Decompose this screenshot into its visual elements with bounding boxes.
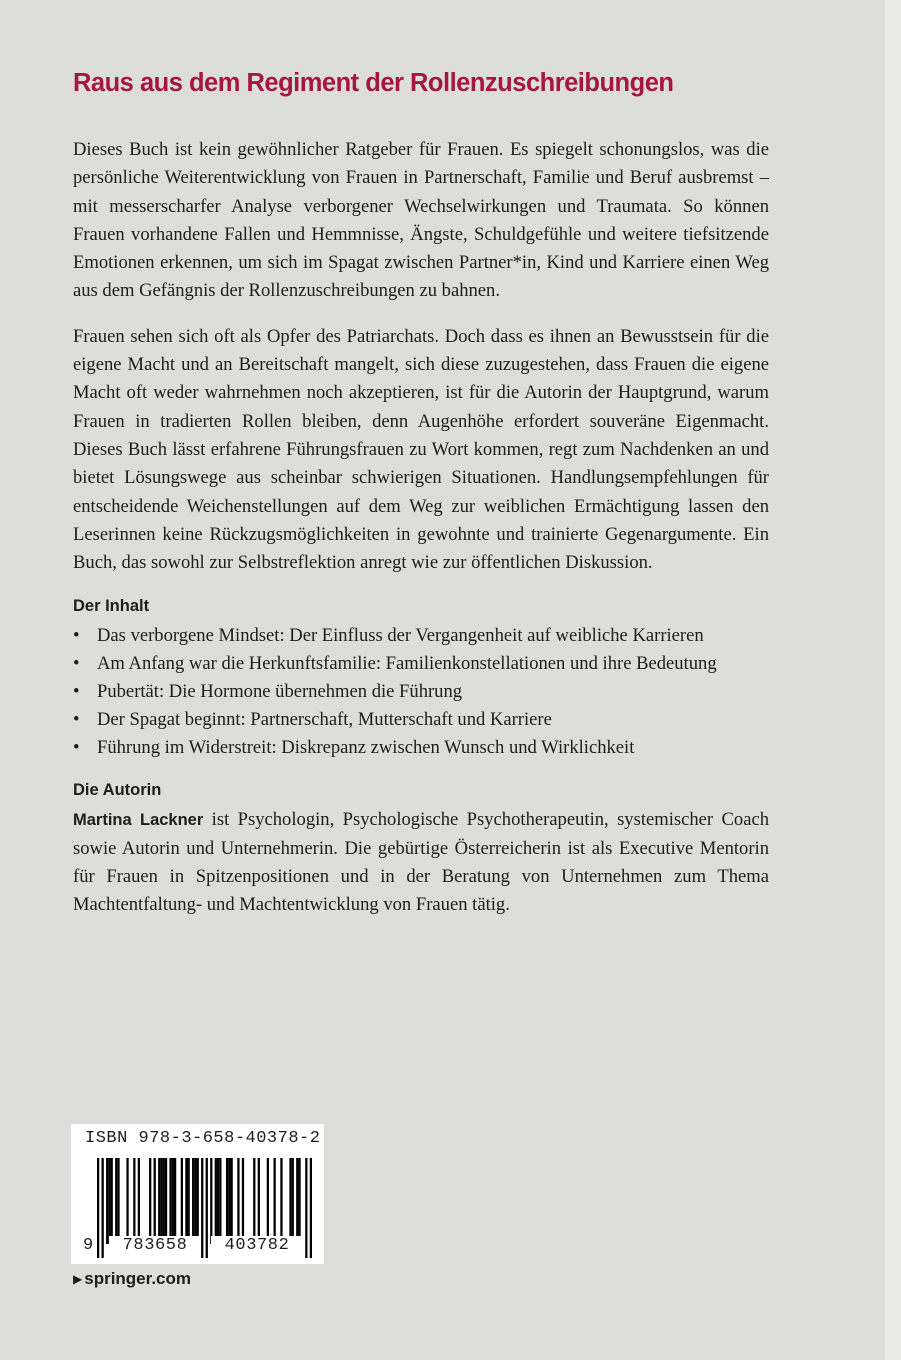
cover-title: Raus aus dem Regiment der Rollenzuschreibungen [73,69,674,97]
barcode-bar [206,1158,208,1258]
bullet-icon: • [73,709,80,731]
barcode-bar [280,1158,282,1244]
author-name: Martina Lackner [73,811,204,830]
barcode-bar [126,1158,128,1244]
author-heading: Die Autorin [73,781,162,800]
barcode-bar [172,1158,174,1244]
barcode-bar [181,1158,183,1244]
barcode-bar [201,1158,203,1258]
barcode-bar [310,1158,312,1258]
barcode-right-digits: 403782 [211,1236,303,1255]
barcode-bar [192,1158,194,1244]
barcode-bar [210,1158,212,1244]
barcode-bar [194,1158,196,1244]
bullet-icon: • [73,625,80,647]
barcode-left-digits: 783658 [109,1236,201,1255]
barcode-bar [149,1158,151,1244]
barcode-bar [217,1158,219,1244]
publisher-url: springer.com [84,1269,191,1288]
barcode-bar [267,1158,269,1244]
list-item: • Der Spagat beginnt: Partnerschaft, Mutterschaft und Karriere [73,706,769,734]
list-item: • Am Anfang war die Herkunftsfamilie: Familienkonstellationen und ihre Bedeutung [73,650,769,678]
barcode-bar [117,1158,119,1244]
bullet-icon: • [73,681,80,703]
barcode-bar [188,1158,190,1244]
barcode-bar [274,1158,276,1244]
barcode-bar [165,1158,167,1244]
barcode-first-digit: 9 [83,1236,94,1255]
barcode-bar [106,1158,108,1244]
barcode-bar [115,1158,117,1244]
barcode-bar [215,1158,217,1244]
barcode-bar [292,1158,294,1244]
barcode-bar [242,1158,244,1244]
spine-edge [885,0,901,1360]
barcode-bar [160,1158,162,1244]
contents-heading: Der Inhalt [73,597,150,616]
barcode-bar [296,1158,298,1244]
barcode-bar [298,1158,300,1244]
intro-paragraph: Dieses Buch ist kein gewöhnlicher Ratgeber für Frauen. Es spiegelt schonungslos, was die persönliche Weiterentwicklung von Frauen in Partnerschaft, Familie und Beruf ausbremst – mit messerscharfer Analyse verborgener Wechselwirkungen und Traumata. So können Frauen vorhandene Fallen und Hemmnisse, Ängste, Schuldgefühle und weitere tiefsitzende Emotionen erkennen, um sich im Spagat zwischen Partner*in, Kind und Karriere einen Weg aus dem Gefängnis der Rollenzuschreibungen zu bahnen. [73,139,769,302]
barcode-bar [219,1158,221,1244]
barcode-bar [258,1158,260,1244]
barcode-bar [169,1158,171,1244]
list-item: • Pubertät: Die Hormone übernehmen die Führung [73,678,769,706]
barcode-bar [97,1158,99,1258]
isbn-label: ISBN 978-3-658-40378-2 [85,1129,321,1148]
barcode-bar [158,1158,160,1244]
barcode-bar [111,1158,113,1244]
author-bio: Martina Lackner ist Psychologin, Psychologische Psychotherapeutin, systemischer Coach sowie Autorin und Unternehmerin. Die gebürtige Österreicherin ist als Executive Mentorin für Frauen in Spitzenpositionen und in der Beratung von Unternehmen zum Thema Machtentfaltung- und Machtentwicklung von Frauen tätig. [73,809,770,916]
barcode-bar [185,1158,187,1244]
barcode-bar [305,1158,307,1258]
bullet-icon: • [73,653,80,675]
list-item: • Das verborgene Mindset: Der Einfluss der Vergangenheit auf weibliche Karrieren [73,622,769,650]
barcode-bar [253,1158,255,1244]
back-cover-text [73,66,769,920]
barcode-bar [237,1158,239,1244]
barcode-bar [102,1158,104,1258]
list-item: • Führung im Widerstreit: Diskrepanz zwischen Wunsch und Wirklichkeit [73,734,769,762]
bullet-icon: • [73,737,80,759]
isbn-barcode [71,1124,324,1264]
barcode-bar [133,1158,135,1244]
body-paragraph: Frauen sehen sich oft als Opfer des Patriarchats. Doch dass es ihnen an Bewusstsein für die eigene Macht und an Bereitschaft mangelt, sich diese zuzugestehen, dass Frauen die eigene Macht oft weder wahrnehmen noch akzeptieren, ist für die Autorin der Hauptgrund, warum Frauen in tradierten Rollen bleiben, denn Augenhöhe erfordert souveräne Eigenmacht. Dieses Buch lässt erfahrene Führungsfrauen zu Wort kommen, regt zum Nachdenken an und bietet Lösungswege aus scheinbar schwierigen Situationen. Handlungsempfehlungen für entscheidende Weichenstellungen auf dem Weg zur weiblichen Ermächtigung lassen den Leserinnen keine Rückzugsmöglichkeiten in gewohnte und trainierte Gegenargumente. Ein Buch, das sowohl zur Selbstreflektion anregt wie zur öffentlichen Diskussion. [73,325,769,574]
barcode-bar [197,1158,199,1244]
contents-list [73,622,769,762]
arrow-right-icon: ▶ [73,1272,83,1286]
barcode-bar [228,1158,230,1244]
barcode-bar [138,1158,140,1244]
barcode-bar [226,1158,228,1244]
publisher-link[interactable] [73,1269,191,1289]
barcode-bar [108,1158,110,1244]
barcode-bar [174,1158,176,1244]
barcode-bar [231,1158,233,1244]
barcode-bar [289,1158,291,1244]
barcode-bar [163,1158,165,1244]
barcode-bar [154,1158,156,1244]
